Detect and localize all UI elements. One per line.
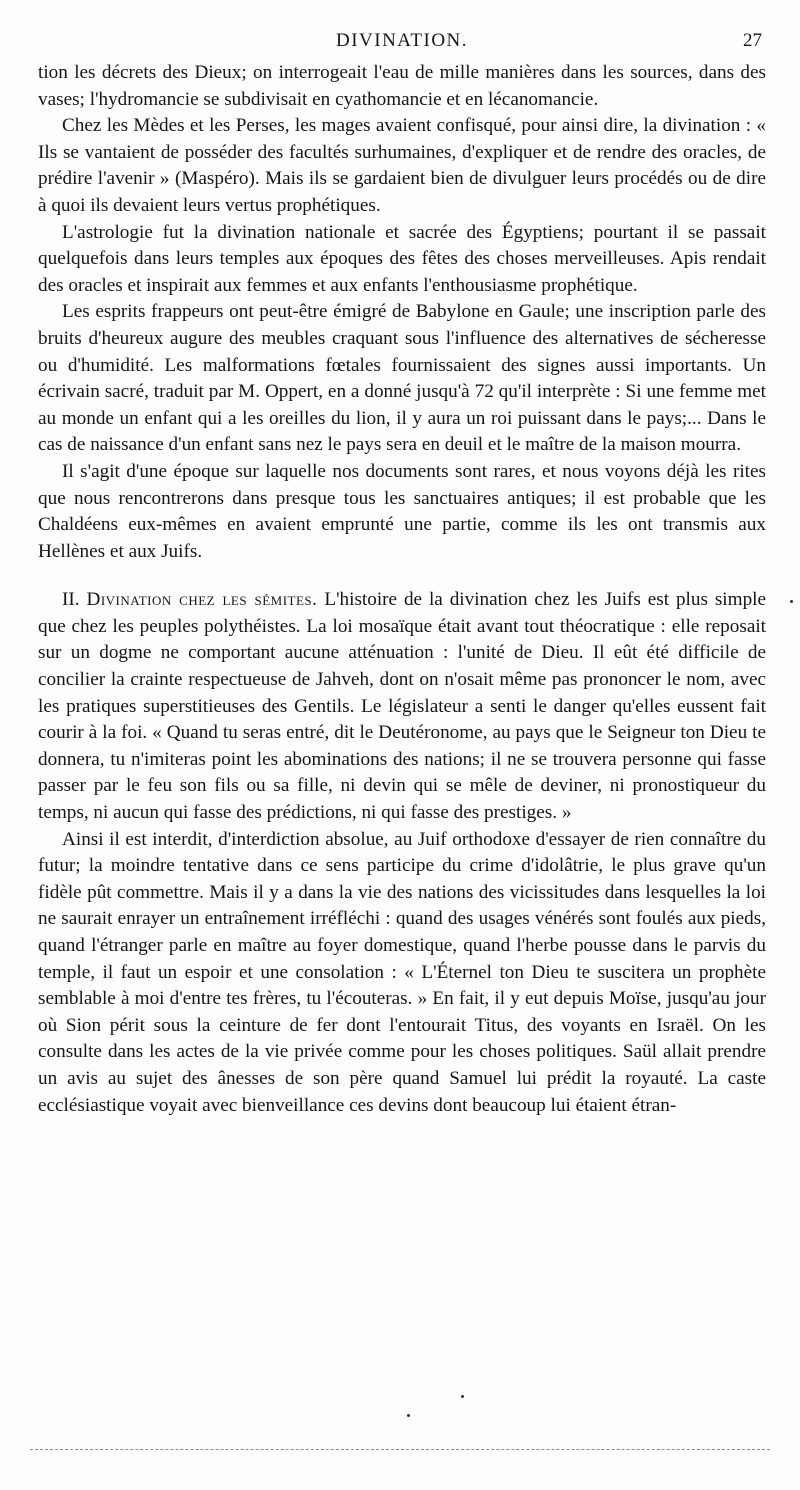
- section-number: II.: [62, 589, 80, 611]
- paragraph-babylone: Les esprits frappeurs ont peut-être émigré de Babylone en Gaule; une inscription parle des bruits d'heureux augure des meubles craquant sous l'influence des alternatives de sécheresse ou d'humidité. Les malformations fœtales fournissaient des signes aussi importants. Un écrivain sacré, traduit par M. Oppert, en a donné jusqu'à 72 qu'il interprète : Si une femme met au monde un enfant qui a les oreilles du lion, il y aura un roi puissant dans le pays;... Dans le cas de naissance d'un enfant sans nez le pays sera en deuil et le maître de la maison mourra.: [38, 301, 766, 456]
- paragraph-egyptiens: L'astrologie fut la divination nationale et sacrée des Égyptiens; pourtant il se passait quelquefois dans leurs temples aux époques des fêtes des choses merveilleuses. Apis rendait des oracles et inspirait aux femmes et aux enfants l'enthousiasme prophétique.: [38, 221, 766, 296]
- paragraph-interdiction: Ainsi il est interdit, d'interdiction absolue, au Juif orthodoxe d'essayer de rien connaître du futur; la moindre tentative dans ce sens participe du crime d'idolâtrie, le plus grave qu'un fidèle pût commettre. Mais il y a dans la vie des nations des vicissitudes dans lesquelles la loi ne saurait enrayer un entraînement irréfléchi : quand des usages vénérés sont foulés aux pieds, quand l'étranger parle en maître au foyer domestique, quand l'herbe pousse dans le parvis du temple, il faut un espoir et une consolation : « L'Éternel ton Dieu te suscitera un prophète semblable à moi d'entre tes frères, tu l'écouteras. » En fait, il y eut depuis Moïse, jusqu'au jour où Sion périt sous la ceinture de fer dont l'entourait Titus, des voyants en Israël. On les consulte dans les actes de la vie privée comme pour les choses politiques. Saül allait prendre un avis au sujet des ânesses de son père quand Samuel lui prédit la royauté. La caste ecclésiastique voyait avec bienveillance ces devins dont beaucoup lui étaient étran-: [38, 828, 766, 1116]
- print-speck: [790, 600, 793, 603]
- section-heading: Divination chez les sémites.: [86, 589, 318, 611]
- section-ii-paragraph: [38, 587, 766, 826]
- body-text: [38, 60, 766, 1119]
- page-header: [38, 30, 766, 58]
- bottom-edge-mark: [30, 1449, 770, 1450]
- print-speck: [407, 1414, 410, 1417]
- paragraph-continuation: tion les décrets des Dieux; on interrogeait l'eau de mille manières dans les sources, dans des vases; l'hydromancie se subdivisait en cyathomancie et en lécanomancie.: [38, 62, 766, 110]
- paragraph-medes-perses: Chez les Mèdes et les Perses, les mages avaient confisqué, pour ainsi dire, la divination : « Ils se vantaient de posséder des facultés surhumaines, d'expliquer et de rendre des oracles, de prédire l'avenir » (Maspéro). Mais ils se gardaient bien de divulguer leurs procédés ou de dire à quoi ils devaient leurs vertus prophétiques.: [38, 115, 766, 216]
- page-number: 27: [743, 30, 762, 51]
- paragraph-chaldeens: Il s'agit d'une époque sur laquelle nos documents sont rares, et nous voyons déjà les rites que nous rencontrerons dans presque tous les sanctuaires antiques; il est probable que les Chaldéens eux-mêmes en avaient emprunté une partie, comme ils les ont transmis aux Hellènes et aux Juifs.: [38, 460, 766, 562]
- section-ii-text: L'histoire de la divination chez les Juifs est plus simple que chez les peuples polythéistes. La loi mosaïque était avant tout théocratique : elle reposait sur un dogme ne comportant aucune atténuation : l'unité de Dieu. Il eût été difficile de concilier la crainte respectueuse de Jahveh, dont on n'osait même pas prononcer le nom, avec les pratiques superstitieuses des Gentils. Le législateur a senti le danger qu'elles eussent fait courir à la foi. « Quand tu seras entré, dit le Deutéronome, au pays que le Seigneur ton Dieu te donnera, tu n'imiteras point les abominations des nations; il ne se trouvera personne qui fasse passer par le feu son fils ou sa fille, ni devin qui se mêle de deviner, ni pronostiqueur du temps, ni aucun qui fasse des prédictions, ni qui fasse des prestiges. »: [38, 589, 767, 824]
- running-title: DIVINATION.: [335, 30, 469, 51]
- print-speck: [461, 1395, 464, 1398]
